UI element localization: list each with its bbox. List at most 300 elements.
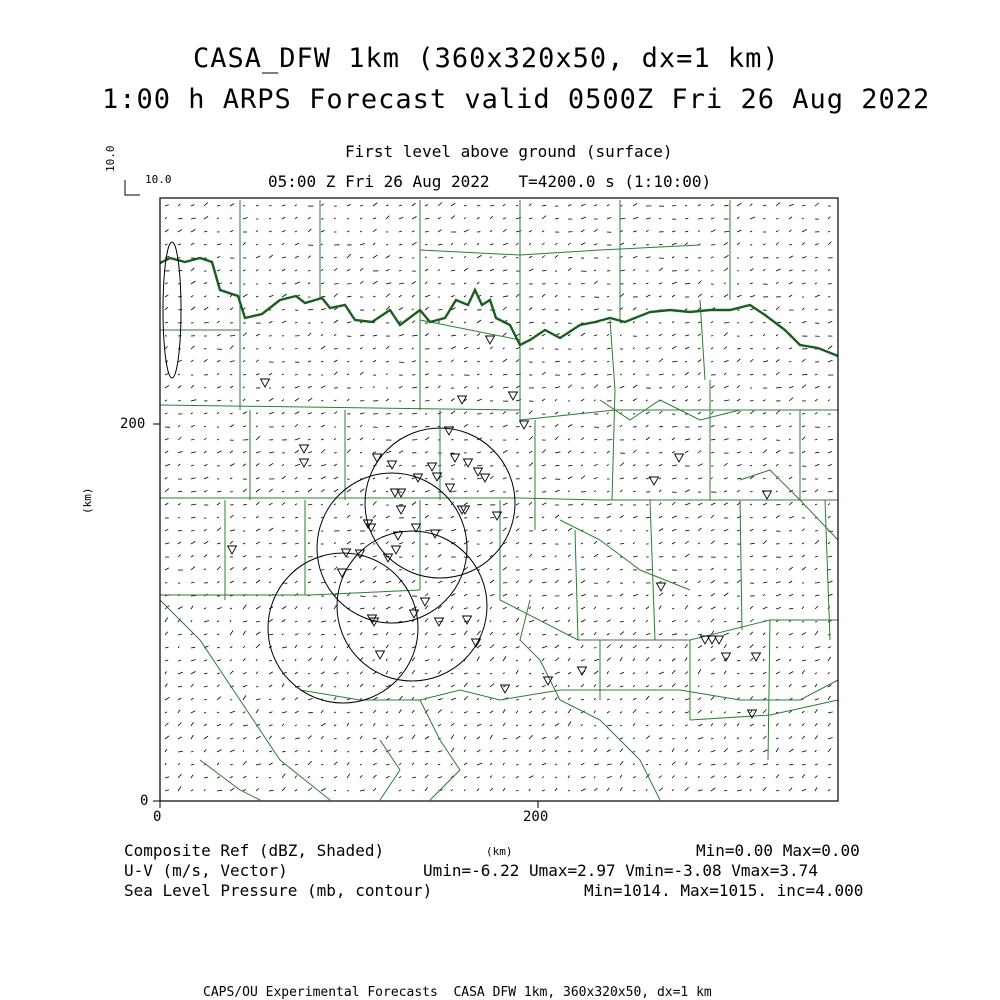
wind-vector [165,307,168,310]
wind-vector [802,567,806,570]
wind-vector [243,518,246,519]
wind-vector [620,607,623,609]
wind-vector [451,411,455,414]
wind-vector [204,569,206,570]
wind-vector [399,257,402,258]
wind-vector [789,362,791,363]
wind-vector [165,660,168,661]
wind-vector [321,283,324,284]
wind-vector [321,361,323,362]
wind-vector [230,270,232,271]
wind-vector [321,710,323,713]
wind-vector [230,776,233,778]
wind-vector [360,544,364,545]
wind-vector [815,244,819,246]
wind-vector [685,361,687,362]
wind-vector [633,321,635,323]
wind-vector [477,361,480,362]
wind-vector [373,788,376,791]
wind-vector [503,243,508,245]
wind-vector [698,710,701,713]
wind-vector [802,723,804,726]
wind-vector [581,594,586,596]
wind-vector [295,464,300,466]
wind-vector [698,528,702,531]
wind-vector [490,216,493,219]
wind-vector [360,647,364,648]
wind-vector [165,777,169,778]
wind-vector [633,542,635,544]
wind-vector [399,672,402,674]
wind-vector [776,504,781,505]
wind-vector [373,243,375,245]
wind-vector [659,296,662,297]
wind-vector [386,477,388,479]
wind-vector [490,698,492,700]
wind-vector [802,595,804,596]
station-marker [464,459,473,467]
wind-vector [724,685,727,687]
wind-vector [230,308,233,310]
wind-vector [464,412,467,415]
wind-vector [204,789,205,791]
wind-vector [217,373,219,375]
wind-vector [711,723,713,726]
wind-vector [776,347,779,349]
wind-vector [490,386,493,388]
wind-vector [191,790,193,791]
wind-vector [386,725,388,726]
wind-vector [178,401,181,402]
wind-vector [399,244,402,245]
wind-vector [802,437,805,440]
wind-vector [672,321,674,323]
wind-vector [594,464,598,466]
wind-vector [191,531,195,532]
wind-vector [555,712,557,714]
wind-vector [347,361,349,362]
wind-vector [698,294,702,297]
wind-vector [737,439,742,440]
wind-vector [256,205,259,206]
wind-vector [542,399,545,401]
wind-vector [191,541,195,544]
wind-vector [230,711,235,713]
wind-vector [542,543,546,544]
state-border-line [160,258,838,356]
wind-vector [308,413,312,414]
wind-vector [490,361,493,362]
wind-vector [295,438,300,440]
wind-vector [724,231,729,232]
station-marker [461,506,470,514]
wind-vector [308,633,310,635]
wind-vector [217,412,219,414]
wind-vector [360,268,363,271]
wind-vector [373,775,377,778]
wind-vector [711,348,713,349]
wind-vector [490,542,493,544]
wind-vector [737,723,739,726]
wind-vector [646,361,648,362]
wind-vector [776,426,781,427]
legend-reflectivity: Composite Ref (dBZ, Shaded) [124,841,385,860]
wind-vector [191,307,195,310]
wind-vector [243,489,247,492]
wind-vector [568,790,570,791]
wind-vector [204,529,207,531]
wind-vector [269,672,273,674]
wind-vector [243,348,245,350]
wind-vector [685,490,690,492]
wind-vector [594,439,597,440]
wind-vector [243,464,246,466]
wind-vector [711,581,715,584]
wind-vector [633,361,635,363]
wind-vector [269,699,271,700]
wind-vector [529,554,532,557]
wind-vector [412,710,414,713]
wind-vector [256,230,258,232]
station-marker [397,489,406,497]
wind-vector [607,464,609,466]
wind-vector [282,517,285,518]
wind-vector [308,386,312,388]
wind-vector [165,451,168,453]
wind-vector [581,243,585,245]
wind-vector [477,320,481,323]
wind-vector [282,634,284,635]
wind-vector [334,489,338,492]
wind-vector [815,386,819,388]
wind-vector [542,372,546,375]
wind-vector [750,296,755,298]
wind-vector [464,478,466,479]
wind-vector [191,346,195,349]
wind-vector [477,698,479,700]
wind-vector [438,386,440,388]
wind-vector [568,763,570,765]
wind-vector [425,295,430,297]
station-marker [722,653,731,661]
wind-vector [308,398,312,401]
wind-vector [178,451,183,453]
station-marker [463,616,472,624]
wind-vector [269,373,272,375]
wind-vector [451,516,454,518]
wind-vector [191,660,196,662]
wind-vector [828,478,832,479]
wind-vector [360,257,363,258]
wind-vector [763,540,767,544]
wind-vector [594,648,596,649]
wind-vector [412,607,417,609]
wind-vector [529,711,532,713]
wind-vector [178,751,183,752]
wind-vector [503,374,507,375]
wind-vector [477,504,482,505]
wind-vector [490,594,494,596]
wind-vector [503,656,506,661]
wind-vector [230,295,232,297]
wind-vector [672,776,675,779]
wind-vector [607,750,610,753]
wind-vector [568,477,572,479]
wind-vector [503,738,507,739]
wind-vector [607,568,609,570]
wind-vector [594,348,597,349]
wind-vector [295,477,297,479]
wind-vector [217,296,219,297]
wind-vector [568,374,572,375]
wind-vector [165,230,169,233]
wind-vector [269,255,273,258]
wind-vector [334,620,336,622]
wind-vector [555,685,557,687]
wind-vector [334,605,336,609]
wind-vector [464,608,468,609]
wind-vector [698,464,703,466]
wind-vector [191,620,192,622]
wind-vector [321,504,323,505]
wind-vector [295,711,299,713]
wind-vector [282,257,286,258]
wind-vector [191,243,194,245]
wind-vector [802,257,807,258]
wind-vector [438,269,440,271]
wind-vector [750,411,754,414]
wind-vector [464,725,467,726]
wind-vector [568,491,570,492]
wind-vector [516,257,518,258]
wind-vector [490,374,492,375]
wind-vector [776,450,780,453]
wind-vector [685,787,689,791]
wind-vector [334,320,338,323]
wind-vector [386,712,388,714]
wind-vector [438,581,442,583]
wind-vector [789,724,791,726]
wind-vector [633,594,638,596]
wind-vector [295,398,299,401]
wind-vector [737,478,741,479]
wind-vector [191,567,195,570]
wind-vector [815,736,818,740]
wind-vector [724,503,728,505]
wind-vector [711,204,714,206]
wind-vector [659,334,662,336]
wind-vector [204,673,208,674]
wind-vector [438,621,443,622]
wind-vector [438,203,442,207]
wind-vector [750,465,752,466]
wind-vector [607,386,611,388]
wind-vector [698,790,703,791]
wind-vector [516,386,520,388]
wind-vector [412,542,415,544]
wind-vector [178,437,182,440]
wind-vector [763,582,767,583]
wind-vector [815,439,817,440]
wind-vector [412,502,416,505]
wind-vector [360,244,365,246]
wind-vector [542,582,547,583]
wind-vector [230,374,232,375]
wind-vector [789,672,793,675]
wind-vector [646,412,649,414]
wind-vector [360,712,363,713]
wind-vector [659,606,661,609]
wind-vector [399,607,403,609]
wind-vector [308,333,311,336]
wind-vector [386,671,388,674]
wind-vector [581,645,583,648]
wind-vector [477,555,481,557]
wind-vector [763,736,766,739]
wind-vector [438,310,442,311]
wind-vector [633,608,635,609]
wind-vector [620,374,622,375]
county-boundaries [160,200,838,800]
wind-vector [256,580,260,583]
wind-vector [672,634,677,635]
wind-vector [490,476,494,479]
wind-vector [672,608,674,609]
station-marker [578,667,587,675]
wind-vector [698,230,700,232]
wind-vector [269,725,273,726]
wind-vector [347,399,349,401]
wind-vector [321,684,323,687]
wind-vector [633,516,638,518]
wind-vector [191,775,193,778]
wind-vector [503,284,508,285]
wind-vector [204,608,206,609]
wind-vector [724,360,729,362]
wind-vector [347,569,352,570]
wind-vector [438,699,443,701]
wind-vector [360,452,362,453]
wind-vector [230,515,233,518]
wind-vector [555,515,559,518]
wind-vector [568,465,573,466]
wind-vector [308,530,312,531]
wind-vector [425,736,429,739]
wind-vector [750,517,753,518]
wind-vector [451,440,454,441]
wind-vector [646,295,650,297]
wind-vector [698,516,702,518]
wind-vector [516,711,518,713]
wind-vector [776,360,779,363]
wind-vector [373,348,376,349]
wind-vector [243,750,244,752]
wind-vector [243,685,247,687]
wind-vector [763,607,767,609]
wind-vector [308,282,310,284]
wind-vector [594,698,596,700]
wind-vector [789,374,792,375]
wind-vector [685,762,687,765]
wind-vector [724,333,728,337]
wind-vector [282,243,284,245]
wind-vector [334,738,337,739]
wind-vector [295,424,298,427]
wind-vector [750,491,753,492]
wind-vector [685,777,687,778]
wind-vector [464,322,466,323]
wind-vector [308,621,311,623]
wind-vector [672,711,675,713]
wind-vector [269,489,273,492]
wind-vector [568,658,570,661]
wind-vector [750,777,753,778]
wind-vector [438,321,440,323]
wind-vector [568,528,572,531]
wind-vector [633,645,637,648]
wind-vector [659,697,663,700]
wind-vector [607,413,609,414]
wind-vector [685,283,690,284]
wind-vector [568,412,570,414]
wind-vector [360,372,364,375]
wind-vector [191,491,196,492]
wind-vector [828,346,832,349]
wind-vector [477,724,481,726]
wind-vector [425,244,427,245]
wind-vector [230,660,232,661]
wind-vector [451,735,454,739]
wind-vector [165,385,169,388]
wind-vector [464,205,467,206]
wind-vector [217,205,220,206]
wind-vector [490,569,492,570]
wind-vector [724,569,726,570]
wind-vector [724,776,726,778]
wind-vector [217,634,219,635]
wind-vector [386,542,389,545]
wind-vector [633,398,637,401]
wind-vector [802,283,806,284]
wind-vector [711,593,715,596]
wind-vector [633,244,636,245]
wind-vector [555,490,560,492]
wind-vector [308,504,312,505]
wind-vector [750,644,753,648]
wind-vector [828,738,833,740]
wind-vector [373,566,377,570]
wind-vector [477,348,480,349]
wind-vector [568,205,571,207]
wind-vector [490,413,493,414]
wind-vector [373,749,377,752]
wind-vector [672,683,676,687]
wind-vector [542,697,545,700]
wind-vector [282,660,284,661]
wind-vector [360,335,365,336]
legend-pressure: Sea Level Pressure (mb, contour) [124,881,433,900]
wind-vector [698,738,703,740]
wind-vector [542,387,546,388]
wind-vector [360,231,362,232]
wind-vector [295,217,297,219]
wind-vector [607,556,612,557]
wind-vector [295,606,297,609]
wind-vector [490,490,494,492]
wind-vector [243,672,247,674]
wind-vector [230,530,235,531]
wind-vector [230,346,233,350]
